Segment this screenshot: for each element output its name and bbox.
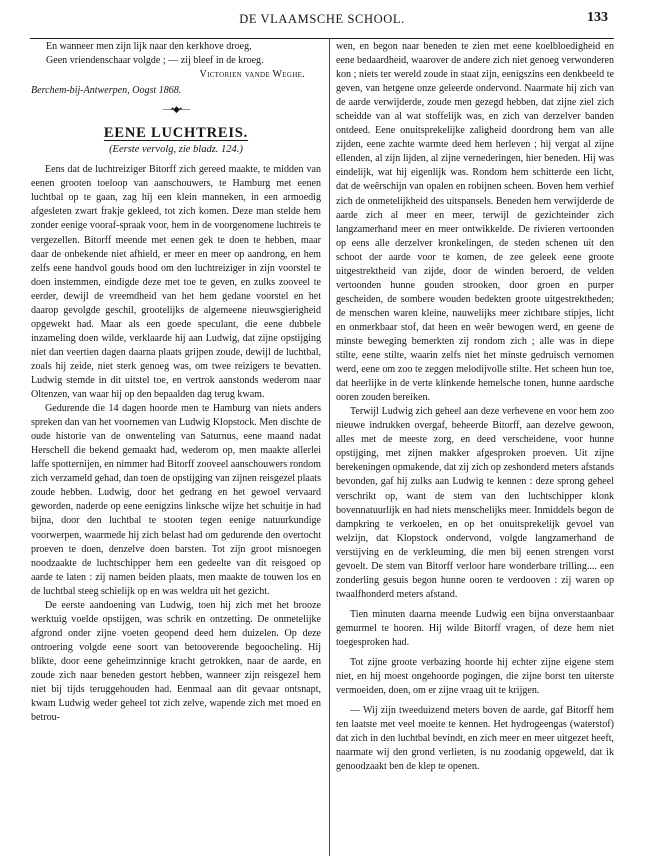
right-column (336, 40, 614, 774)
page-number: 133 (587, 10, 608, 25)
paragraph: Tot zijne groote verbazing hoorde hij echter zijne eigene stem niet, en hij moest ongehoorde pogingen, die zijne borst ten uiterste vermoeiden, doen, om er zijne vraag uit te krijgen. (336, 657, 614, 697)
column-divider (329, 38, 330, 856)
paragraph: De eerste aandoening van Ludwig, toen hij zich met het brooze werktuig voelde opstijgen, was schrik en ontzetting. De onmetelijke afgrond onder zijne voeten geopend deed hem duizelen. Op deze ontroering volgde eene soort van betooverende begoocheling. Hij blikte, door eene geheimzinnige kracht getrokken, naar de aarde, en zoude zich naar beneden gestort hebben, wanneer zijn reisgezel hem niet bij tijds teruggehouden had. Eenmaal aan dit gevaar ontsnapt, kwam Ludwig weder geheel tot zich zelve, wapende zich met moed en betrou- (31, 599, 321, 724)
poem-place: Berchem-bij-Antwerpen, (31, 85, 130, 97)
poem-line: Geen vriendenschaar volgde ; — zij bleef in de kroeg. (46, 55, 264, 67)
poem-line: En wanneer men zijn lijk naar den kerkhove droeg, (46, 41, 252, 52)
paragraph: Tien minuten daarna meende Ludwig een bijna onverstaanbaar gemurmel te hooren. Hij wilde Bitorff vragen, of deze hem niet toegesproken had. (336, 608, 614, 648)
poem-ending (46, 40, 321, 68)
poem-place-date (31, 84, 321, 98)
article-subtitle: (Eerste vervolg, zie bladz. 124.) (109, 144, 243, 156)
article-title: EENE LUCHTREIS. (103, 125, 249, 142)
paragraph: Terwijl Ludwig zich geheel aan deze verhevene en voor hem zoo nieuwe indrukken overgaf, beheerde Bitorff, aan dezelve gewoon, alles met de meeste zorg, en deed verscheidene, voor hunne opstijging, met zijnen makker afgesproken proeven. Uit zijne berekeningen opmakende, dat zij zich op zeshonderd meters afstands bevonden, gaf hij zulks aan Ludwig te kennen : deze sprong geheel verschrikt op, want de stem van den luchtschipper klonk bovennatuurlijk en had niets menschelijks meer. Inmiddels begon de dampkring te verkoelen, en op het onuitsprekelijk gevoel van welzijn, dat Klopstock ondervond, volgde langzamerhand de verstijving en de verkleuming, die men bij eenen strengen vorst gevoelt. De stem van Bitorff verloor hare wonderbare trilling.... een zonderling gesuis begon hunne ooren te verdooven : zij waren op twaalfhonderd meters afstand. (336, 406, 614, 600)
section-divider: —•◆•— (162, 104, 190, 115)
page-header (30, 6, 614, 32)
paragraph: Eens dat de luchtreiziger Bitorff zich gereed maakte, te midden van eenen grooten toeloop van aanschouwers, te Hamburg met eenen luchtbal op te gaan, zag hij een klein manneken, in een armoedig afgesleten zwart frakje gekleed, tot zich komen. Deze man stelde hem zonder eenige vooraf-spraak voor, hem in de voorgenomene luchtreis te vergezellen. Bitorff meende met eenen gek te doen te hebben, maar daar de onbekende niet afhield, er meer en meer op aandrong, en hem zelfs eene handvol gouds bood om den luchtreiziger in zijn voorstel te doen instemmen, eindigde deze met toe te geven, en zulks zooveel te eerder, dewijl de vreemdheid van het hem gedane voorstel en het daarop gevolgde geschil, grootelijks de algemeene nieuwsgierigheid opgewekt had. Maar als een goede speculant, die eene dubbele inzameling doen wilde, verklaarde hij aan Ludwig, dat zijne opstijging niet dan veertien dagen daarna plaats grijpen zoude, dewijl de luchtbal, zoals hij zeide, niet sterk genoeg was, om twee reizigers te bevatten. Ludwig stemde in dit uitstel toe, en vertrok aanstonds wederom naar Oltenzen, van waar hij op den bepaalden dag terug kwam. (31, 164, 321, 401)
left-column (31, 40, 321, 725)
running-title: DE VLAAMSCHE SCHOOL. (239, 12, 405, 26)
poem-author: Victorien vande Weghe. (199, 69, 305, 81)
paragraph: — Wij zijn tweeduizend meters boven de aarde, gaf Bitorff hem ten laatste met veel moeite te kennen. Het hydrogeengas (waterstof) dat zich in den luchtbal bevindt, en zich meer en meer uitgezet heeft, naarmate wij den grond verlieten, is nu zoodanig opgeweld, dat ik genoodzaakt ben de klep te openen. (336, 705, 614, 773)
paragraph: wen, en begon naar beneden te zien met eene koelbloedigheid en eene bedaardheid, waarover de andere zich niet genoeg verwonderen kon ; niets ter wereld zoude in staat zijn, eenigszins een denkbeeld te geven, van hetgene onze geleerde ondervond. Naarmate hij zich van de aarde verwijderde, zoude men gezegd hebben, dat zijne ziel zich scheidde van al wat stoffelijk was, en zich van derzelver banden ontdeed. Eene onuitsprekelijke zaligheid doordrong hem van alle zijden, eene zachte warmte deed hem herleven ; hij vergat al zijne ellenden, al zijn lijden, al zijne vernederingen, hier beneden. Hij was eindelijk, wat hij eigenlijk was. Rondom hem schitterde een licht, dat de weêrschijn van opalen en robijnen scheen. Boven hem verhief zich de onmetelijkheid des uitspansels. Beneden hem verwijderde de aarde zich al meer en meer, terwijl de gezichteinder zich langzamerhand meer en meer ontwikkelde. De rivieren vertoonden op eens alle derzelver kronkelingen, de steden schenen uit den schoot der aarde voor te komen, de zee geleek eene groote uitgestrektheid van zijde, door de winden beroerd, de velden vertoonden hunne gouden strooken, door groen en purper gescheiden, de sombere wouden bedekten groote uitgestrektheden; de menschen waren kleine, nauwelijks meer zichtbare stipjes, licht en onmerkbaar stof, dat heen en weêr bewogen werd, en geene de minste beweging bemerkten zij rondom zich ; alle was in diepe stilte, eene stilte, waarin zelfs niet het minste gedruisch vernomen werd, eene om zoo te zeggen melodijvolle stilte. Het scheen hun toe, dat heerlijke in de verte klinkende hemelsche tonen, hunne aardsche ooren zouden bereiken. (336, 41, 614, 404)
paragraph: Gedurende die 14 dagen hoorde men te Hamburg van niets anders spreken dan van het voornemen van Ludwig Klopstock. Men dischte de oude historie van de onwenteling van Saturnus, eene maand nadat Herschell die bekend gemaakt had, wederom op, men maakte allerlei laffe spotternijen, en nimmer had Bitorff zooveel aanschouwers rondom zich verzameld gehad, dan toen de opstijging van zijnen reisgezel plaats zoude hebben. Ludwig, door het gedrang en het gewoel vervaard geworden, naderde op eene eenigzins linksche wijze het schuitje in had bijna, door den luchtbal te stooten tegen eenige natuurkundige voorwerpen, waarmede hij zich belast had om gedurende den overtocht proeven te doen, denzelve doen barsten. Tot zijn groot misnoegen noodzaakte de luchtschipper hem een gedeelte van dit reisgoed op aarde te laten : zij namen beiden plaats, men maakte de touwen los en de luchtbal steeg schielijk op en was weldra uit het gezicht. (31, 403, 321, 597)
header-rule (30, 38, 614, 39)
poem-date: Oogst 1868. (132, 85, 182, 97)
